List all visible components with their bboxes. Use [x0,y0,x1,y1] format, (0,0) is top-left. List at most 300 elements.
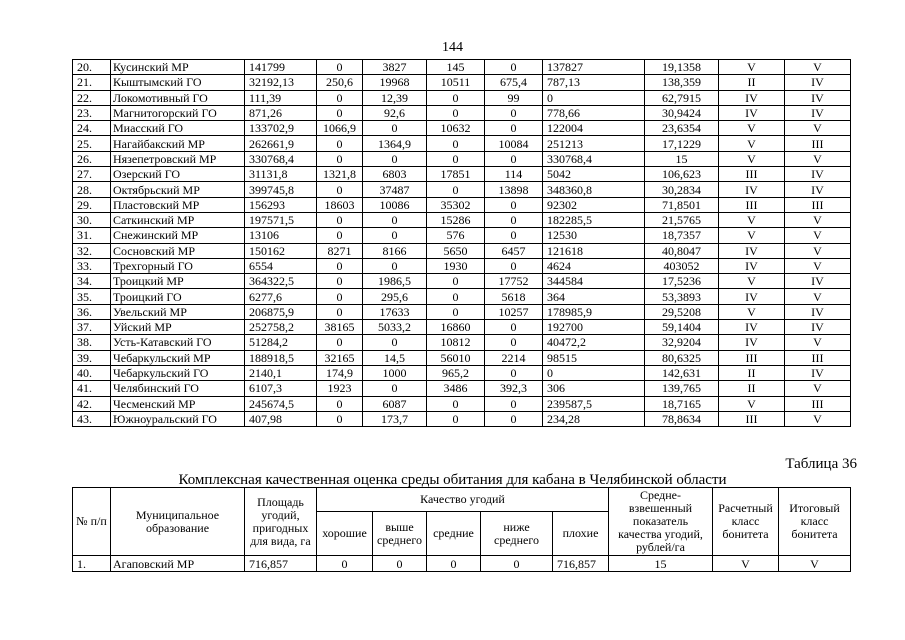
table-cell: 0 [317,228,363,243]
table-cell: 3827 [363,60,427,75]
table-cell: 106,623 [645,167,719,182]
table-cell: V [785,411,851,426]
table-row [73,396,851,411]
table-cell: 0 [543,365,645,380]
table-cell: 30. [73,212,111,227]
table-cell: 23. [73,105,111,120]
table-cell: 10084 [485,136,543,151]
table-cell: IV [719,320,785,335]
table-cell: Сосновский МР [111,243,245,258]
table-cell: 178985,9 [543,304,645,319]
table-cell: 0 [485,411,543,426]
table-cell: 92302 [543,197,645,212]
table-cell: 0 [317,212,363,227]
table-cell: III [719,350,785,365]
header-below-avg: ниже среднего [481,512,553,556]
table-row [73,212,851,227]
table-cell: 0 [485,105,543,120]
table-cell: V [779,556,851,572]
table-cell: 251213 [543,136,645,151]
table-row [73,90,851,105]
table-cell: 0 [363,381,427,396]
table-cell: 18603 [317,197,363,212]
table-cell: II [719,75,785,90]
table-cell: V [719,151,785,166]
table-cell: V [785,243,851,258]
table-cell: V [719,60,785,75]
table-cell: 25. [73,136,111,151]
table-cell: 0 [427,90,485,105]
municipality-data-table [72,59,851,427]
table-cell: 6554 [245,258,317,273]
table-cell: 0 [427,151,485,166]
table-cell: 245674,5 [245,396,317,411]
table-cell: 13898 [485,182,543,197]
table-cell: 5033,2 [363,320,427,335]
table-cell: 42. [73,396,111,411]
table-cell: 142,631 [645,365,719,380]
table-cell: 0 [427,136,485,151]
table-cell: 32165 [317,350,363,365]
table-cell: II [719,365,785,380]
table-cell: IV [719,243,785,258]
table-row [73,151,851,166]
table-cell: 13106 [245,228,317,243]
table-cell: 330768,4 [245,151,317,166]
table-row [73,274,851,289]
table-cell: 156293 [245,197,317,212]
table-cell: 6457 [485,243,543,258]
table-cell: Троицкий МР [111,274,245,289]
header-calc-class: Расчетный класс бонитета [713,488,779,556]
table-cell: 31131,8 [245,167,317,182]
table-cell: V [785,258,851,273]
table-cell: V [785,381,851,396]
table-cell: 40. [73,365,111,380]
table-cell: Увельский МР [111,304,245,319]
table-cell: 10632 [427,121,485,136]
table-cell: Октябрьский МР [111,182,245,197]
table-cell: Троицкий ГО [111,289,245,304]
table-cell: 206875,9 [245,304,317,319]
table-row [73,365,851,380]
table-cell: 5618 [485,289,543,304]
table-row [73,335,851,350]
table-cell: 1000 [363,365,427,380]
table-cell: 114 [485,167,543,182]
table-cell: 22. [73,90,111,105]
table-cell: 56010 [427,350,485,365]
table-cell: V [719,304,785,319]
table-cell: 29. [73,197,111,212]
table-cell: 0 [317,289,363,304]
table-cell: 0 [363,212,427,227]
table-cell: 392,3 [485,381,543,396]
table-cell: 0 [317,258,363,273]
table-cell: 197571,5 [245,212,317,227]
table-cell: 0 [481,556,553,572]
table-cell: Магнитогорский ГО [111,105,245,120]
table-row [73,320,851,335]
table-cell: 0 [427,304,485,319]
table-cell: 0 [427,274,485,289]
page-number: 144 [442,40,463,55]
table-cell: 0 [485,212,543,227]
table-cell: 0 [317,274,363,289]
table-cell: 133702,9 [245,121,317,136]
table-cell: 34. [73,274,111,289]
table-cell: 0 [485,197,543,212]
table-cell: 174,9 [317,365,363,380]
table-row [73,228,851,243]
table-cell: 26. [73,151,111,166]
table-cell: 0 [427,105,485,120]
table-cell: 24. [73,121,111,136]
table-cell: 0 [317,136,363,151]
table-cell: IV [785,167,851,182]
table-cell: 10257 [485,304,543,319]
table-cell: 121618 [543,243,645,258]
table-cell: 0 [317,105,363,120]
table-cell: 0 [485,121,543,136]
table-cell: 15286 [427,212,485,227]
table-cell: 1066,9 [317,121,363,136]
table-cell: 0 [427,182,485,197]
table-cell: 23,6354 [645,121,719,136]
table-cell: 0 [317,151,363,166]
table-cell: 12530 [543,228,645,243]
table-cell: Нагайбакский МР [111,136,245,151]
table-cell: 0 [363,258,427,273]
table-row [73,197,851,212]
table-cell: III [785,136,851,151]
table-cell: 28. [73,182,111,197]
table-cell: 35. [73,289,111,304]
table-cell: 0 [317,60,363,75]
table-cell: 141799 [245,60,317,75]
table-cell: V [719,212,785,227]
table-cell: 31. [73,228,111,243]
table-cell: 37487 [363,182,427,197]
table-row [73,136,851,151]
table-cell: 364322,5 [245,274,317,289]
table-number-label: Таблица 36 [785,456,857,472]
table-cell: 965,2 [427,365,485,380]
table-cell: 145 [427,60,485,75]
table-cell: 10511 [427,75,485,90]
table-cell: V [719,136,785,151]
table-row [73,258,851,273]
table-cell: 0 [317,396,363,411]
table-cell: III [719,197,785,212]
table-cell: IV [785,320,851,335]
table-cell: V [719,274,785,289]
table-row [73,75,851,90]
table-cell: 150162 [245,243,317,258]
table-cell: 0 [317,411,363,426]
table-row [73,411,851,426]
table-cell: 62,7915 [645,90,719,105]
table-cell: 576 [427,228,485,243]
table-cell: 0 [317,335,363,350]
table-cell: 0 [427,556,481,572]
table-cell: 407,98 [245,411,317,426]
table-cell: V [785,289,851,304]
table-cell: 32192,13 [245,75,317,90]
table-cell: 27. [73,167,111,182]
table-cell: V [785,60,851,75]
table-cell: III [719,411,785,426]
table-cell: 0 [363,228,427,243]
table-cell: Челябинский ГО [111,381,245,396]
table-cell: 399745,8 [245,182,317,197]
table-cell: 17851 [427,167,485,182]
table-cell: 15 [645,151,719,166]
table-cell: 0 [427,411,485,426]
table-cell: 403052 [645,258,719,273]
table-cell: 6107,3 [245,381,317,396]
table-cell: 0 [485,320,543,335]
table-cell: 21,5765 [645,212,719,227]
table-cell: III [785,350,851,365]
table-cell: 17752 [485,274,543,289]
table-cell: III [785,396,851,411]
table-cell: 364 [543,289,645,304]
table-cell: 262661,9 [245,136,317,151]
table-cell: 0 [363,151,427,166]
table-cell: 71,8501 [645,197,719,212]
table-cell: 1. [73,556,111,572]
table-cell: 0 [485,228,543,243]
table-cell: V [719,228,785,243]
header-municipality: Муниципальное образование [111,488,245,556]
table-cell: Усть-Катавский ГО [111,335,245,350]
table-cell: IV [719,182,785,197]
table-cell: 250,6 [317,75,363,90]
table-cell: 137827 [543,60,645,75]
table-cell: IV [719,335,785,350]
table-cell: IV [785,304,851,319]
table-row [73,60,851,75]
table-cell: 18,7357 [645,228,719,243]
table-cell: 778,66 [543,105,645,120]
table-cell: 17,5236 [645,274,719,289]
table-cell: 38165 [317,320,363,335]
header-bad: плохие [553,512,609,556]
table-cell: IV [785,182,851,197]
table-cell: 5650 [427,243,485,258]
table-cell: 6087 [363,396,427,411]
table-cell: IV [785,105,851,120]
table-cell: 33. [73,258,111,273]
table-cell: 99 [485,90,543,105]
table-cell: 0 [485,60,543,75]
table-cell: II [719,381,785,396]
table-cell: 0 [427,396,485,411]
table-cell: 139,765 [645,381,719,396]
table-row [73,182,851,197]
table-cell: 182285,5 [543,212,645,227]
table-row [73,167,851,182]
table-row [73,350,851,365]
table-cell: 21. [73,75,111,90]
header-above-avg: выше среднего [373,512,427,556]
table-cell: 98515 [543,350,645,365]
table-cell: 2214 [485,350,543,365]
table-cell: 716,857 [245,556,317,572]
table-cell: 32. [73,243,111,258]
table-cell: 192700 [543,320,645,335]
table-cell: 0 [317,556,373,572]
table-cell: 0 [485,151,543,166]
table-row [73,289,851,304]
table-cell: 1321,8 [317,167,363,182]
table-cell: Южноуральский ГО [111,411,245,426]
table-cell: Пластовский МР [111,197,245,212]
header-good: хорошие [317,512,373,556]
table-cell: 2140,1 [245,365,317,380]
table-cell: 252758,2 [245,320,317,335]
boar-habitat-table [72,487,851,572]
table-row [73,243,851,258]
table-cell: III [719,167,785,182]
table-cell: 12,39 [363,90,427,105]
table-row [73,121,851,136]
table-cell: Озерский ГО [111,167,245,182]
table-cell: 30,9424 [645,105,719,120]
table-cell: IV [719,289,785,304]
header-final-class: Итоговый класс бонитета [779,488,851,556]
table-cell: 20. [73,60,111,75]
table-cell: 871,26 [245,105,317,120]
table-cell: IV [785,365,851,380]
table-cell: 4624 [543,258,645,273]
table-cell: 38. [73,335,111,350]
table-cell: 80,6325 [645,350,719,365]
table-cell: 59,1404 [645,320,719,335]
table-cell: 19,1358 [645,60,719,75]
table-cell: 35302 [427,197,485,212]
table-cell: 30,2834 [645,182,719,197]
table-cell: Трехгорный ГО [111,258,245,273]
table-cell: 787,13 [543,75,645,90]
table-cell: V [785,121,851,136]
table-cell: 1930 [427,258,485,273]
table-cell: Чесменский МР [111,396,245,411]
table-cell: IV [719,258,785,273]
table-cell: III [785,197,851,212]
table-cell: IV [785,75,851,90]
table-cell: IV [785,274,851,289]
table-cell: Агаповский МР [111,556,245,572]
table-cell: 6803 [363,167,427,182]
table-cell: 39. [73,350,111,365]
table-cell: V [785,335,851,350]
table-cell: 348360,8 [543,182,645,197]
table-cell: 330768,4 [543,151,645,166]
table-row [73,304,851,319]
table-cell: Чебаркульский МР [111,350,245,365]
table-cell: 295,6 [363,289,427,304]
table-title: Комплексная качественная оценка среды обитания для кабана в Челябинской области [178,472,727,488]
table-cell: V [719,121,785,136]
table-cell: 40,8047 [645,243,719,258]
table-cell: 1923 [317,381,363,396]
table-row [73,381,851,396]
table-cell: 239587,5 [543,396,645,411]
table-cell: 51284,2 [245,335,317,350]
table-cell: Локомотивный ГО [111,90,245,105]
table-cell: 675,4 [485,75,543,90]
table-cell: 16860 [427,320,485,335]
table-cell: V [785,212,851,227]
header-weighted: Средне-взвешенный показатель качества угодий, рублей/га [609,488,713,556]
table-cell: 0 [317,182,363,197]
table-cell: 19968 [363,75,427,90]
table-cell: Кусинский МР [111,60,245,75]
table-cell: 10812 [427,335,485,350]
table-cell: 53,3893 [645,289,719,304]
table-cell: 0 [485,396,543,411]
table-cell: 40472,2 [543,335,645,350]
table-cell: V [785,151,851,166]
table-cell: 18,7165 [645,396,719,411]
table-row [73,105,851,120]
table-cell: 14,5 [363,350,427,365]
table-cell: 29,5208 [645,304,719,319]
table-cell: 0 [363,335,427,350]
table-cell: 716,857 [553,556,609,572]
header-num: № п/п [73,488,111,556]
table-cell: IV [719,90,785,105]
table-cell: 188918,5 [245,350,317,365]
table-cell: 306 [543,381,645,396]
table-cell: Нязепетровский МР [111,151,245,166]
table-cell: 0 [485,365,543,380]
table-cell: 0 [317,90,363,105]
table-cell: 15 [609,556,713,572]
table-cell: Уйский МР [111,320,245,335]
table-cell: 10086 [363,197,427,212]
table-cell: 0 [317,304,363,319]
table-cell: 0 [543,90,645,105]
table-cell: 0 [485,335,543,350]
table-cell: 234,28 [543,411,645,426]
table-cell: V [785,228,851,243]
table-row [73,556,851,572]
header-average: средние [427,512,481,556]
table-cell: 43. [73,411,111,426]
table-cell: 32,9204 [645,335,719,350]
table-cell: Чебаркульский ГО [111,365,245,380]
header-area: Площадь угодий, пригодных для вида, га [245,488,317,556]
table-cell: 111,39 [245,90,317,105]
table-cell: 78,8634 [645,411,719,426]
table-cell: 36. [73,304,111,319]
table-cell: 0 [373,556,427,572]
table-cell: 8166 [363,243,427,258]
header-quality-group: Качество угодий [317,488,609,512]
table-cell: Миасский ГО [111,121,245,136]
table-cell: Саткинский МР [111,212,245,227]
table-cell: 17633 [363,304,427,319]
table-cell: 92,6 [363,105,427,120]
table-cell: 0 [485,258,543,273]
table-cell: 1986,5 [363,274,427,289]
table-cell: IV [719,105,785,120]
table-cell: 41. [73,381,111,396]
table-cell: Кыштымский ГО [111,75,245,90]
